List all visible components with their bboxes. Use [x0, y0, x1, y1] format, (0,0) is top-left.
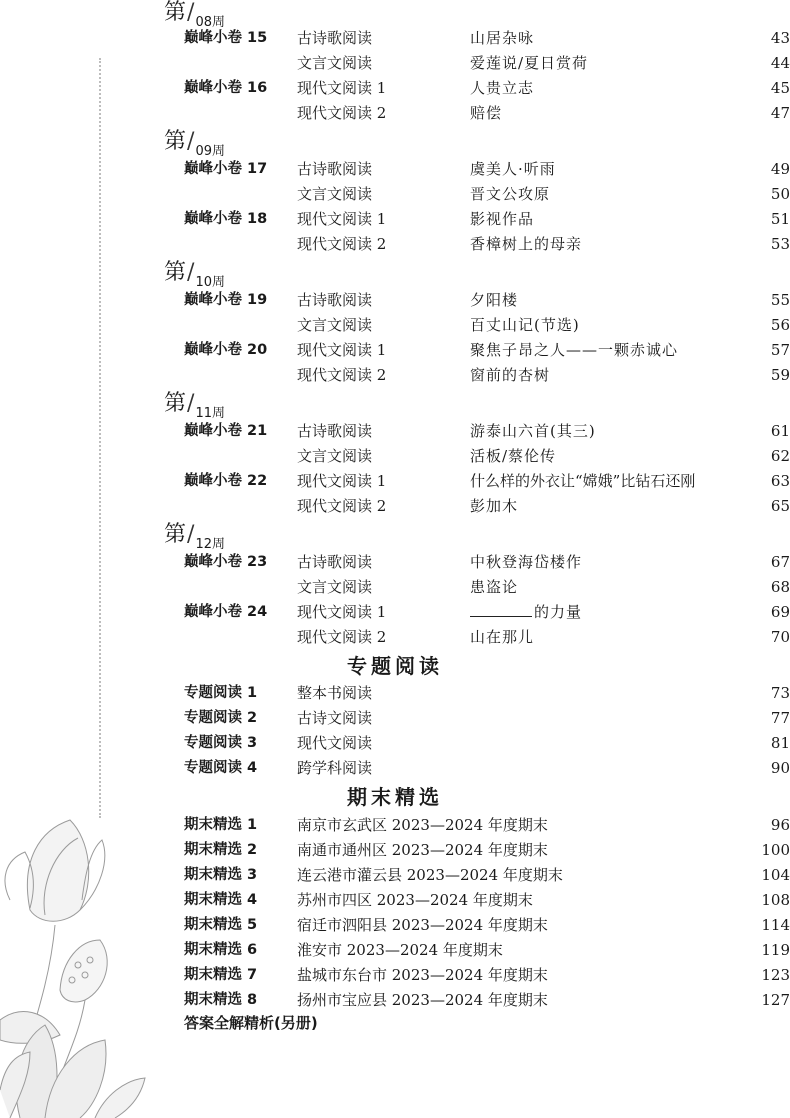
item-type: 古诗歌阅读 [297, 422, 373, 440]
item-title: 影视作品 [470, 210, 535, 228]
item-title: 连云港市灌云县 2023—2024 年度期末 [297, 866, 563, 884]
item-type: 文言文阅读 [297, 185, 373, 203]
item-page: 47 [770, 104, 790, 122]
week-di: 第 [164, 391, 187, 416]
slash: / [187, 260, 195, 285]
item-page: 123 [761, 966, 790, 984]
item-page: 63 [770, 472, 790, 490]
toc-row [0, 550, 790, 574]
item-type: 现代文阅读 1 [297, 341, 387, 359]
item-type: 现代文阅读 2 [297, 104, 387, 122]
week-number: 08周 [195, 15, 225, 30]
item-page: 65 [770, 497, 790, 515]
answer-booklet-note: 答案全解精析(另册) [184, 1014, 318, 1032]
item-page: 44 [770, 54, 790, 72]
toc-row [0, 288, 790, 312]
item-type: 古诗歌阅读 [297, 553, 373, 571]
item-title: 活板/蔡伦传 [470, 447, 557, 465]
toc-row [0, 363, 790, 387]
item-title: 南京市玄武区 2023—2024 年度期末 [297, 816, 548, 834]
item-title: 人贵立志 [470, 79, 535, 97]
item-page: 50 [770, 185, 790, 203]
item-label: 巅峰小卷 16 [184, 80, 268, 96]
toc-row [0, 756, 790, 780]
week-header [164, 260, 225, 290]
toc-row [0, 731, 790, 755]
item-page: 104 [761, 866, 790, 884]
item-title: 彭加木 [470, 497, 519, 515]
item-title: 淮安市 2023—2024 年度期末 [297, 941, 503, 959]
toc-row [0, 444, 790, 468]
item-type: 现代文阅读 2 [297, 235, 387, 253]
item-title: 跨学科阅读 [297, 759, 373, 777]
item-type: 现代文阅读 1 [297, 472, 387, 490]
item-label: 专题阅读 2 [184, 710, 258, 726]
item-page: 53 [770, 235, 790, 253]
item-type: 文言文阅读 [297, 447, 373, 465]
item-page: 81 [770, 734, 790, 752]
week-header [164, 0, 225, 30]
item-label: 巅峰小卷 24 [184, 604, 268, 620]
item-page: 100 [761, 841, 790, 859]
week-header [164, 522, 225, 552]
week-number: 10周 [195, 275, 225, 290]
toc-row [0, 469, 790, 493]
item-label: 巅峰小卷 18 [184, 211, 268, 227]
toc-row [0, 706, 790, 730]
item-label: 巅峰小卷 19 [184, 292, 268, 308]
week-di: 第 [164, 129, 187, 154]
item-page: 70 [770, 628, 790, 646]
item-page: 59 [770, 366, 790, 384]
item-label: 巅峰小卷 21 [184, 423, 268, 439]
item-title: 虞美人·听雨 [470, 160, 556, 178]
item-title: 爱莲说/夏日赏荷 [470, 54, 589, 72]
week-number: 11周 [195, 406, 225, 421]
item-label: 专题阅读 1 [184, 685, 258, 701]
item-page: 77 [770, 709, 790, 727]
item-type: 现代文阅读 1 [297, 79, 387, 97]
item-label: 期末精选 2 [184, 842, 258, 858]
item-type: 古诗歌阅读 [297, 291, 373, 309]
item-page: 62 [770, 447, 790, 465]
toc-row [0, 863, 790, 887]
toc-row [0, 838, 790, 862]
toc-row [0, 232, 790, 256]
item-label: 巅峰小卷 23 [184, 554, 268, 570]
item-title: 中秋登海岱楼作 [470, 553, 583, 571]
item-title: 苏州市四区 2023—2024 年度期末 [297, 891, 533, 909]
item-type: 文言文阅读 [297, 578, 373, 596]
item-type: 古诗歌阅读 [297, 160, 373, 178]
week-di: 第 [164, 260, 187, 285]
item-label: 期末精选 3 [184, 867, 258, 883]
item-page: 73 [770, 684, 790, 702]
week-di: 第 [164, 522, 187, 547]
toc-row [0, 938, 790, 962]
toc-row [0, 101, 790, 125]
item-type: 文言文阅读 [297, 54, 373, 72]
item-title: 古诗文阅读 [297, 709, 373, 727]
item-label: 期末精选 4 [184, 892, 258, 908]
item-page: 108 [761, 891, 790, 909]
item-title: 什么样的外衣让“嫦娥”比钻石还刚 [470, 472, 696, 490]
slash: / [187, 391, 195, 416]
item-type: 现代文阅读 2 [297, 497, 387, 515]
section-heading-special: 专题阅读 [347, 654, 443, 678]
item-title: 晋文公攻原 [470, 185, 551, 203]
toc-row [0, 157, 790, 181]
item-page: 45 [770, 79, 790, 97]
item-page: 68 [770, 578, 790, 596]
item-title: 的力量 [534, 603, 583, 621]
item-page: 96 [770, 816, 790, 834]
slash: / [187, 522, 195, 547]
week-number: 09周 [195, 144, 225, 159]
item-page: 67 [770, 553, 790, 571]
item-label: 巅峰小卷 15 [184, 30, 268, 46]
item-title: 夕阳楼 [470, 291, 519, 309]
item-page: 127 [761, 991, 790, 1009]
item-title: 南通市通州区 2023—2024 年度期末 [297, 841, 548, 859]
week-number: 12周 [195, 537, 225, 552]
toc-row [0, 76, 790, 100]
toc-row [0, 913, 790, 937]
item-title: 整本书阅读 [297, 684, 373, 702]
week-header [164, 129, 225, 159]
toc-row [0, 207, 790, 231]
toc-row [0, 313, 790, 337]
item-label: 巅峰小卷 17 [184, 161, 268, 177]
item-title: 盐城市东台市 2023—2024 年度期末 [297, 966, 548, 984]
item-title-with-blank [470, 600, 582, 624]
item-label: 专题阅读 4 [184, 760, 258, 776]
item-type: 现代文阅读 1 [297, 210, 387, 228]
item-page: 119 [761, 941, 790, 959]
item-title: 山在那儿 [470, 628, 535, 646]
toc-row [0, 26, 790, 50]
toc-row [0, 625, 790, 649]
item-type: 现代文阅读 2 [297, 366, 387, 384]
item-label: 期末精选 1 [184, 817, 258, 833]
toc-row [0, 963, 790, 987]
slash: / [187, 129, 195, 154]
item-page: 114 [761, 916, 790, 934]
item-page: 55 [770, 291, 790, 309]
item-title: 聚焦子昂之人——一颗赤诚心 [470, 341, 679, 359]
toc-row [0, 338, 790, 362]
item-page: 69 [770, 603, 790, 621]
section-heading-final: 期末精选 [347, 785, 443, 809]
item-label: 期末精选 7 [184, 967, 258, 983]
item-title: 现代文阅读 [297, 734, 373, 752]
item-label: 巅峰小卷 22 [184, 473, 268, 489]
item-label: 期末精选 8 [184, 992, 258, 1008]
toc-row [0, 888, 790, 912]
week-header [164, 391, 225, 421]
toc-row [0, 419, 790, 443]
item-page: 57 [770, 341, 790, 359]
item-page: 56 [770, 316, 790, 334]
item-type: 古诗歌阅读 [297, 29, 373, 47]
item-page: 43 [770, 29, 790, 47]
item-type: 现代文阅读 2 [297, 628, 387, 646]
fill-in-blank [470, 601, 532, 617]
item-type: 文言文阅读 [297, 316, 373, 334]
item-label: 期末精选 5 [184, 917, 258, 933]
item-page: 49 [770, 160, 790, 178]
item-title: 山居杂咏 [470, 29, 535, 47]
item-page: 90 [770, 759, 790, 777]
item-title: 香樟树上的母亲 [470, 235, 583, 253]
item-label: 巅峰小卷 20 [184, 342, 268, 358]
item-type: 现代文阅读 1 [297, 603, 387, 621]
toc-row [0, 600, 790, 624]
item-title: 窗前的杏树 [470, 366, 551, 384]
item-title: 宿迁市泗阳县 2023—2024 年度期末 [297, 916, 548, 934]
item-page: 61 [770, 422, 790, 440]
toc-row [0, 182, 790, 206]
item-page: 51 [770, 210, 790, 228]
item-label: 期末精选 6 [184, 942, 258, 958]
item-title: 百丈山记(节选) [470, 316, 580, 334]
slash: / [187, 0, 195, 25]
toc-row [0, 988, 790, 1012]
toc-row [0, 494, 790, 518]
item-title: 游泰山六首(其三) [470, 422, 596, 440]
toc-row [0, 813, 790, 837]
toc-row [0, 575, 790, 599]
item-title: 患盗论 [470, 578, 519, 596]
item-title: 赔偿 [470, 104, 503, 122]
item-title: 扬州市宝应县 2023—2024 年度期末 [297, 991, 548, 1009]
week-di: 第 [164, 0, 187, 25]
toc-row [0, 681, 790, 705]
toc-row [0, 51, 790, 75]
item-label: 专题阅读 3 [184, 735, 258, 751]
